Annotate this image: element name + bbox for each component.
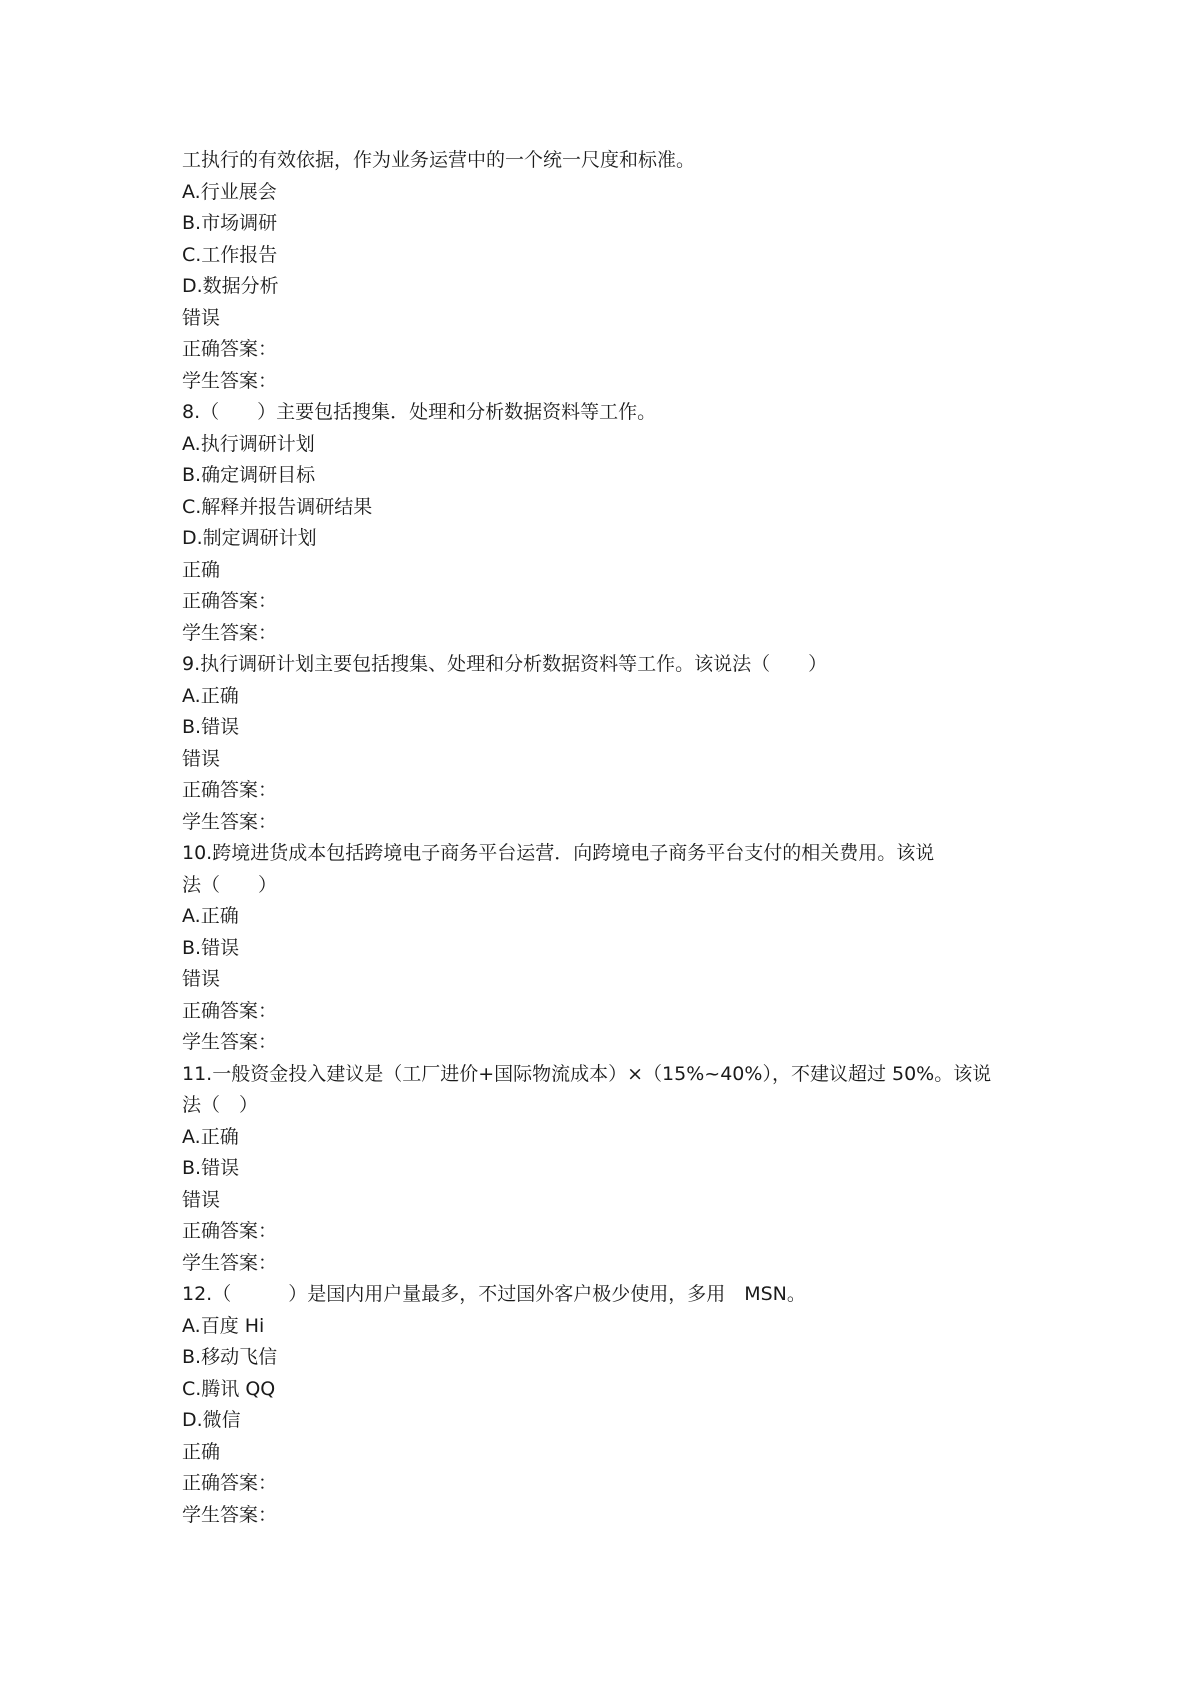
question-8-option-d: D.制定调研计划 xyxy=(182,527,317,549)
document-page xyxy=(182,145,1022,1531)
question-8-student-answer: 学生答案： xyxy=(182,621,278,644)
question-12-student-answer: 学生答案： xyxy=(182,1503,278,1526)
question-11-stem-line-1: 11.一般资金投入建议是（工厂进价+国际物流成本）×（15%~40%），不建议超过 50%。该说 xyxy=(182,1062,992,1085)
question-12-option-c: C.腾讯 QQ xyxy=(182,1377,276,1400)
question-7-stem-tail: 工执行的有效依据，作为业务运营中的一个统一尺度和标准。 xyxy=(182,149,696,171)
question-11-option-a: A.正确 xyxy=(182,1125,239,1148)
question-10-stem-line-1: 10.跨境进货成本包括跨境电子商务平台运营．向跨境电子商务平台支付的相关费用。该说 xyxy=(182,842,935,864)
question-8-option-a: A.执行调研计划 xyxy=(182,432,315,455)
question-8-correct-answer: 正确答案： xyxy=(182,590,278,612)
question-12-option-b: B.移动飞信 xyxy=(182,1346,278,1368)
question-10-stem-line-2: 法（ ） xyxy=(182,873,278,896)
question-9-stem: 9.执行调研计划主要包括搜集、处理和分析数据资料等工作。该说法（ ） xyxy=(182,653,828,675)
question-12-stem: 12.（ ）是国内用户量最多，不过国外客户极少使用，多用 MSN。 xyxy=(182,1283,806,1305)
question-8-option-c: C.解释并报告调研结果 xyxy=(182,495,373,518)
question-7-student-answer: 学生答案： xyxy=(182,369,278,392)
question-8-result: 正确 xyxy=(182,558,221,581)
question-9-result: 错误 xyxy=(182,747,221,770)
question-10-option-b: B.错误 xyxy=(182,936,240,959)
question-9-option-b: B.错误 xyxy=(182,716,240,738)
question-11-stem-line-2: 法（ ） xyxy=(182,1094,259,1116)
question-11-result: 错误 xyxy=(182,1188,221,1211)
question-7-correct-answer: 正确答案： xyxy=(182,338,278,360)
question-12-correct-answer: 正确答案： xyxy=(182,1472,278,1494)
question-7-option-b: B.市场调研 xyxy=(182,212,278,234)
question-8-option-b: B.确定调研目标 xyxy=(182,464,316,486)
question-9-correct-answer: 正确答案： xyxy=(182,779,278,801)
question-10-correct-answer: 正确答案： xyxy=(182,999,278,1022)
question-7-option-c: C.工作报告 xyxy=(182,243,278,266)
question-11-option-b: B.错误 xyxy=(182,1157,240,1179)
question-10-option-a: A.正确 xyxy=(182,905,239,927)
question-7-result: 错误 xyxy=(182,306,221,329)
question-12-option-a: A.百度 Hi xyxy=(182,1314,265,1337)
question-7-option-a: A.行业展会 xyxy=(182,180,277,203)
question-12-option-d: D.微信 xyxy=(182,1409,241,1431)
question-7-option-d: D.数据分析 xyxy=(182,275,279,297)
question-10-result: 错误 xyxy=(182,968,221,990)
question-10-student-answer: 学生答案： xyxy=(182,1031,278,1053)
question-11-student-answer: 学生答案： xyxy=(182,1251,278,1274)
question-12-result: 正确 xyxy=(182,1440,221,1463)
question-11-correct-answer: 正确答案： xyxy=(182,1220,278,1242)
question-8-stem: 8.（ ）主要包括搜集．处理和分析数据资料等工作。 xyxy=(182,401,657,423)
question-9-student-answer: 学生答案： xyxy=(182,810,278,833)
question-9-option-a: A.正确 xyxy=(182,684,239,707)
